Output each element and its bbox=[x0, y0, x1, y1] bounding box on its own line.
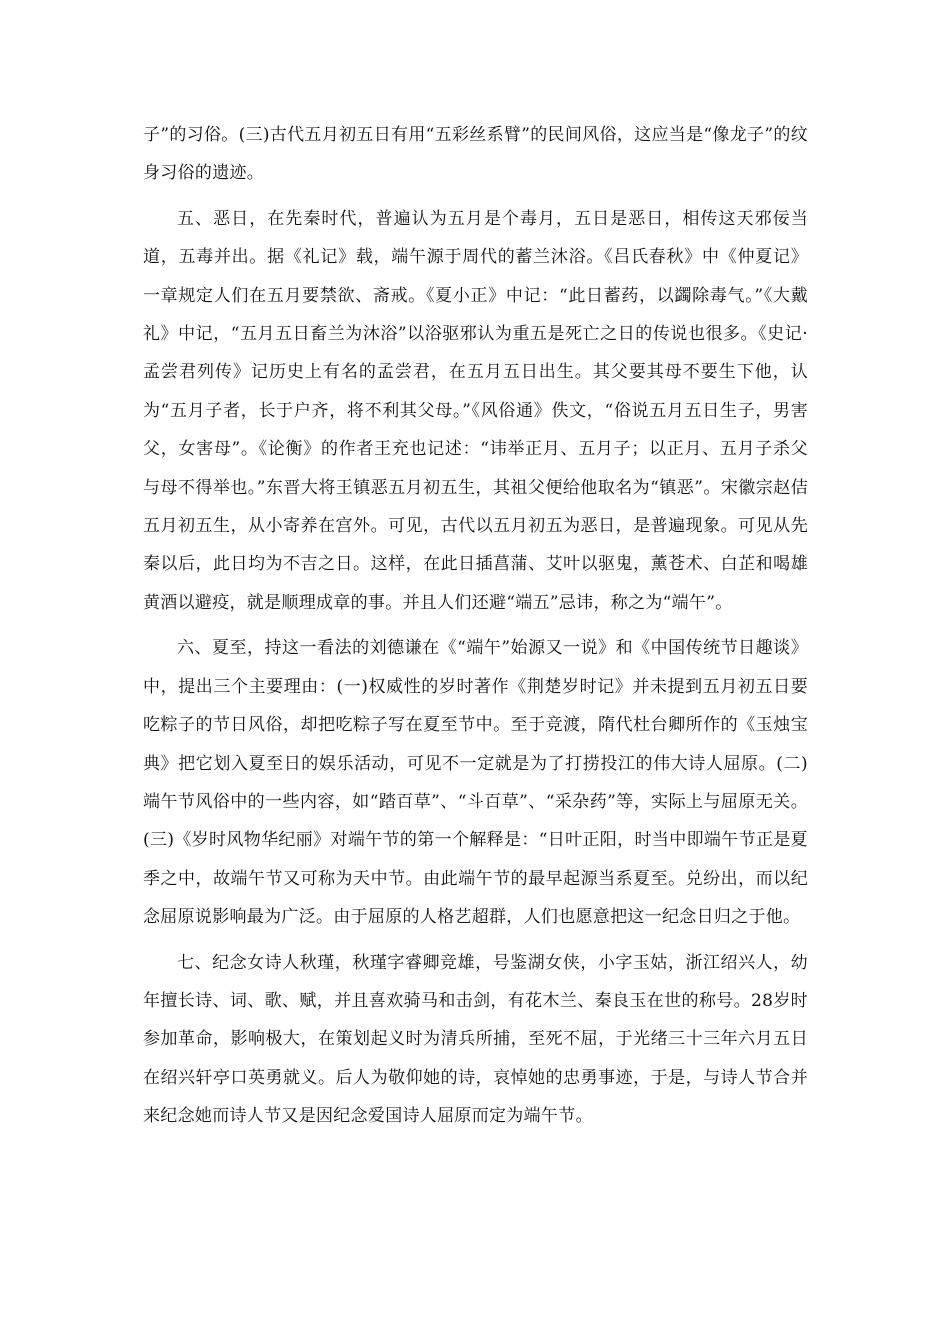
paragraph-continuation: 子”的习俗。(三)古代五月初五日有用“五彩丝系臂”的民间风俗，这应当是“像龙子”的纹身习俗的遗迹。 bbox=[143, 125, 808, 184]
document-body bbox=[143, 116, 808, 1143]
paragraph-qiu-jin: 七、纪念女诗人秋瑾，秋瑾字睿卿竞雄，号鉴湖女侠，小字玉姑，浙江绍兴人，幼年擅长诗、词、歌、赋，并且喜欢骑马和击剑，有花木兰、秦良玉在世的称号。28岁时参加革命，影响极大，在策划起义时为清兵所捕，至死不屈，于光绪三十三年六月五日在绍兴轩亭口英勇就义。后人为敬仰她的诗，哀悼她的忠勇事迹，于是，与诗人节合并来纪念她而诗人节又是因纪念爱国诗人屈原而定为端午节。 bbox=[143, 952, 808, 1127]
paragraph-evil-day: 五、恶日，在先秦时代，普遍认为五月是个毒月，五日是恶日，相传这天邪佞当道，五毒并出。据《礼记》载，端午源于周代的蓄兰沐浴。《吕氏春秋》中《仲夏记》一章规定人们在五月要禁欲、斋戒。《夏小正》中记：“此日蓄药，以蠲除毒气。”《大戴礼》中记，“五月五日畜兰为沐浴”以浴驱邪认为重五是死亡之日的传说也很多。《史记·孟尝君列传》记历史上有名的孟尝君，在五月五日出生。其父要其母不要生下他，认为“五月子者，长于户齐，将不利其父母。”《风俗通》佚文，“俗说五月五日生子，男害父，女害母”。《论衡》的作者王充也记述：“讳举正月、五月子；以正月、五月子杀父与母不得举也。”东晋大将王镇恶五月初五生，其祖父便给他取名为“镇恶”。宋徽宗赵佶五月初五生，从小寄养在宫外。可见，古代以五月初五为恶日，是普遍现象。可见从先秦以后，此日均为不吉之日。这样，在此日插菖蒲、艾叶以驱鬼，薰苍术、白芷和喝雄黄酒以避疫，就是顺理成章的事。并且人们还避“端五”忌讳，称之为“端午”。 bbox=[143, 208, 808, 613]
paragraph-summer-solstice: 六、夏至，持这一看法的刘德谦在《“端午”始源又一说》和《中国传统节日趣谈》中，提出三个主要理由：(一)权威性的岁时著作《荆楚岁时记》并未提到五月初五日要吃粽子的节日风俗，却把吃粽子写在夏至节中。至于竞渡，隋代杜台卿所作的《玉烛宝典》把它划入夏至日的娱乐活动，可见不一定就是为了打捞投江的伟大诗人屈原。(二)端午节风俗中的一些内容，如“踏百草”、“斗百草”、“采杂药”等，实际上与屈原无关。(三)《岁时风物华纪丽》对端午节的第一个解释是：“日叶正阳，时当中即端午节正是夏季之中，故端午节又可称为天中节。由此端午节的最早起源当系夏至。兑纷出，而以纪念屈原说影响最为广泛。由于屈原的人格艺超群，人们也愿意把这一纪念日归之于他。 bbox=[143, 638, 808, 928]
